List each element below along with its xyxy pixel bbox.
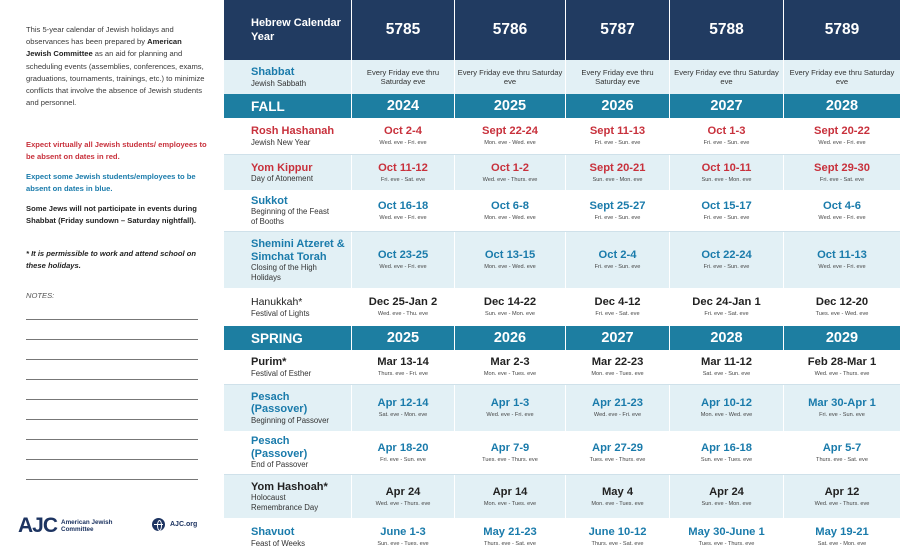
date-text: Mar 30-Apr 1 xyxy=(808,397,876,409)
date-text: Apr 18-20 xyxy=(377,441,429,454)
date-cell xyxy=(352,385,455,431)
date-cell xyxy=(352,350,455,384)
date-cell xyxy=(455,232,566,288)
date-text: Sept 20-22 xyxy=(814,125,870,137)
ajc-logo xyxy=(18,514,121,538)
day-range: Thurs. eve - Sat. eve xyxy=(591,541,644,547)
day-range: Thurs. eve - Sat. eve xyxy=(816,456,868,463)
date-text: Apr 12 xyxy=(824,485,860,498)
holiday-name: Purim* xyxy=(251,356,287,368)
holiday-calendar-table xyxy=(224,0,900,556)
day-range: Wed. eve - Fri. eve xyxy=(379,214,427,221)
holiday-name: Hanukkah* xyxy=(251,296,303,308)
date-cell xyxy=(670,190,784,231)
date-cell xyxy=(784,385,900,431)
holiday-label xyxy=(224,475,352,518)
date-cell xyxy=(455,155,566,190)
header-label: Hebrew Calendar Year xyxy=(224,0,352,60)
logo-mark: AJC xyxy=(18,514,58,537)
holiday-row-sukkot xyxy=(224,190,900,232)
logo-text: American Jewish Committee xyxy=(61,519,113,533)
date-cell xyxy=(784,60,900,94)
site-text: AJC.org xyxy=(170,521,198,528)
holiday-row-shemini-atzeret xyxy=(224,232,900,288)
date-text: Apr 24 xyxy=(385,485,421,498)
date-text: May 21-23 xyxy=(483,526,537,538)
date-cell xyxy=(784,518,900,556)
section-label: SPRING xyxy=(224,326,352,350)
date-cell xyxy=(455,431,566,474)
red-note: Expect virtually all Jewish students/ employees to be absent on dates in red. xyxy=(26,140,207,162)
section-year: 2027 xyxy=(566,326,670,350)
day-range: Fri. eve - Sun. eve xyxy=(703,140,750,146)
date-cell xyxy=(455,118,566,154)
day-range: Sun. eve - Mon. eve xyxy=(701,176,752,183)
day-range: Sat. eve - Mon. eve xyxy=(817,541,867,547)
holiday-row-rosh-hashanah xyxy=(224,118,900,155)
date-cell xyxy=(455,475,566,518)
day-range: Fri. eve - Sun. eve xyxy=(594,140,641,146)
holiday-name: Shabbat xyxy=(251,66,295,78)
day-range: Wed. eve - Fri. eve xyxy=(818,214,866,221)
day-range: Wed. eve - Fri. eve xyxy=(379,140,427,146)
day-range: Fri. eve - Sun. eve xyxy=(594,264,641,270)
holiday-name: Rosh Hashanah xyxy=(251,125,335,137)
date-text: Oct 11-12 xyxy=(378,161,428,174)
date-cell xyxy=(566,155,670,190)
date-text: Sept 29-30 xyxy=(814,161,870,174)
day-range: Sat. eve - Sun. eve xyxy=(702,371,751,377)
date-text: Apr 12-14 xyxy=(377,397,429,409)
day-range: Wed. eve - Thurs. eve xyxy=(814,500,870,507)
day-range: Fri. eve - Sun. eve xyxy=(703,264,750,270)
holiday-label xyxy=(224,288,352,326)
date-cell xyxy=(352,232,455,288)
date-cell xyxy=(670,385,784,431)
holiday-name: Shavuot xyxy=(251,526,295,538)
holiday-row-shavuot xyxy=(224,518,900,556)
section-year: 2027 xyxy=(670,94,784,118)
date-text: Oct 22-24 xyxy=(701,249,752,261)
section-year: 2028 xyxy=(825,98,859,114)
day-range: Fri. eve - Sun. eve xyxy=(380,456,426,463)
intro-text-b: as an aid for planning and scheduling events (assemblies, conferences, exams, graduations, tournaments, trainings, etc.) to minimize conflicts that involve the absence of Jewish students and personnel. xyxy=(26,49,205,108)
date-cell xyxy=(352,190,455,231)
holiday-name: Pesach (Passover) xyxy=(251,390,308,416)
date-cell xyxy=(455,350,566,384)
date-text: Every Friday eve thru Saturday eve xyxy=(366,68,440,86)
date-text: Every Friday eve thru Saturday eve xyxy=(581,68,654,86)
globe-icon xyxy=(152,518,165,531)
date-cell xyxy=(670,232,784,288)
hebrew-year: 5789 xyxy=(824,21,860,38)
date-cell xyxy=(566,475,670,518)
date-text: Oct 1-2 xyxy=(491,161,529,174)
date-text: Oct 13-15 xyxy=(484,249,536,261)
holiday-sub: End of Passover xyxy=(251,460,309,470)
date-cell xyxy=(670,288,784,326)
holiday-sub: Holocaust Remembrance Day xyxy=(251,493,319,512)
day-range: Mon. eve - Tues. eve xyxy=(591,371,644,377)
date-text: May 4 xyxy=(601,485,634,498)
date-text: Sept 22-24 xyxy=(482,125,538,137)
date-cell xyxy=(455,60,566,94)
date-text: Oct 11-13 xyxy=(817,249,867,261)
date-cell xyxy=(455,288,566,326)
holiday-label xyxy=(224,60,352,94)
day-range: Mon. eve - Wed. eve xyxy=(484,264,536,270)
holiday-row-pesach-begin xyxy=(224,385,900,431)
date-cell xyxy=(784,232,900,288)
holiday-row-hanukkah xyxy=(224,288,900,326)
note-line xyxy=(26,339,198,340)
date-text: Oct 2-4 xyxy=(598,249,637,261)
day-range: Fri. eve - Sun. eve xyxy=(703,214,750,221)
date-text: Oct 10-11 xyxy=(701,161,752,174)
day-range: Wed. eve - Thurs. eve xyxy=(482,176,538,183)
section-year: 2025 xyxy=(455,94,566,118)
date-cell xyxy=(670,431,784,474)
day-range: Sun. eve - Mon. eve xyxy=(701,500,752,507)
day-range: Mon. eve - Tues. eve xyxy=(483,371,537,377)
day-range: Fri. eve - Sun. eve xyxy=(819,412,865,418)
holiday-label xyxy=(224,155,352,190)
day-range: Sun. eve - Mon. eve xyxy=(592,176,643,183)
date-text: Mar 11-12 xyxy=(701,356,752,368)
date-cell xyxy=(352,155,455,190)
day-range: Sun. eve - Mon. eve xyxy=(484,311,536,317)
day-range: Sat. eve - Mon. eve xyxy=(378,412,428,418)
holiday-label xyxy=(224,431,352,474)
holiday-name: Sukkot xyxy=(251,194,288,207)
holiday-label xyxy=(224,385,352,431)
day-range: Sun. eve - Tues. eve xyxy=(377,541,429,547)
date-cell xyxy=(352,475,455,518)
date-text: Apr 10-12 xyxy=(701,397,752,409)
shabbat-row xyxy=(224,60,900,94)
date-text: June 1-3 xyxy=(380,526,426,538)
date-cell xyxy=(566,288,670,326)
hebrew-year: 5787 xyxy=(566,0,670,60)
holiday-sub: Day of Atonement xyxy=(251,174,313,183)
date-cell xyxy=(455,518,566,556)
date-text: Apr 14 xyxy=(492,485,528,498)
date-text: Dec 24-Jan 1 xyxy=(692,296,761,308)
date-cell xyxy=(455,385,566,431)
date-text: Every Friday eve thru Saturday eve xyxy=(789,68,895,86)
date-cell xyxy=(566,118,670,154)
day-range: Wed. eve - Fri. eve xyxy=(818,264,866,270)
date-cell xyxy=(670,60,784,94)
date-cell xyxy=(352,518,455,556)
holiday-sub: Feast of Weeks xyxy=(251,538,306,548)
date-text: Every Friday eve thru Saturday eve xyxy=(457,68,563,86)
section-label: FALL xyxy=(224,94,352,118)
date-text: Apr 7-9 xyxy=(490,441,530,454)
holiday-row-yom-hashoah xyxy=(224,475,900,518)
day-range: Thurs. eve - Sat. eve xyxy=(484,541,536,547)
day-range: Thurs. eve - Fri. eve xyxy=(377,371,429,377)
date-text: Mar 13-14 xyxy=(377,356,429,368)
holiday-sub: Festival of Esther xyxy=(251,368,312,378)
date-text: Oct 1-3 xyxy=(707,125,746,137)
date-cell xyxy=(670,475,784,518)
date-text: Oct 2-4 xyxy=(384,125,422,137)
day-range: Fri. eve - Sat. eve xyxy=(704,311,749,317)
date-text: Oct 15-17 xyxy=(701,199,752,212)
day-range: Mon. eve - Wed. eve xyxy=(484,140,536,146)
date-cell xyxy=(566,60,670,94)
note-line xyxy=(26,399,198,400)
intro-org: American Jewish Committee xyxy=(26,37,182,59)
intro-text xyxy=(26,24,206,109)
note-line xyxy=(26,319,198,320)
date-text: Dec 12-20 xyxy=(815,296,869,308)
day-range: Fri. eve - Sat. eve xyxy=(595,311,640,317)
holiday-sub: Festival of Lights xyxy=(251,308,310,318)
holiday-name: Yom Hashoah* xyxy=(251,480,328,493)
header-row xyxy=(224,0,900,60)
day-range: Wed. eve - Thu. eve xyxy=(377,311,429,317)
date-text: Apr 24 xyxy=(709,485,744,498)
date-cell xyxy=(352,118,455,154)
holiday-label xyxy=(224,518,352,556)
date-text: Sept 25-27 xyxy=(589,199,646,212)
day-range: Tues. eve - Wed. eve xyxy=(815,311,869,317)
note-line xyxy=(26,379,198,380)
date-text: Dec 4-12 xyxy=(594,296,641,308)
holiday-label xyxy=(224,350,352,384)
date-cell xyxy=(352,288,455,326)
date-text: Feb 28-Mar 1 xyxy=(807,356,877,368)
day-range: Fri. eve - Sat. eve xyxy=(380,176,426,183)
section-year: 2029 xyxy=(825,330,859,346)
shabbat-note: Some Jews will not participate in events during Shabbat (Friday sundown – Saturday nightfall). xyxy=(26,204,197,226)
date-cell xyxy=(784,288,900,326)
day-range: Wed. eve - Fri. eve xyxy=(486,412,534,418)
date-text: Mar 2-3 xyxy=(490,356,530,368)
hebrew-year: 5785 xyxy=(352,0,455,60)
date-cell xyxy=(784,350,900,384)
date-cell xyxy=(352,60,455,94)
holiday-label xyxy=(224,190,352,231)
date-text: Oct 16-18 xyxy=(377,199,429,212)
day-range: Wed. eve - Thurs. eve xyxy=(814,371,870,377)
date-text: Dec 14-22 xyxy=(483,296,537,308)
date-cell xyxy=(784,155,900,190)
intro-text-a: This 5-year calendar of Jewish holidays and observances has been prepared by xyxy=(26,25,174,47)
holiday-row-pesach-end xyxy=(224,431,900,475)
day-range: Tues. eve - Thurs. eve xyxy=(698,541,755,547)
day-range: Mon. eve - Wed. eve xyxy=(700,412,753,418)
day-range: Wed. eve - Fri. eve xyxy=(818,140,866,146)
holiday-name: Shemini Atzeret & Simchat Torah xyxy=(251,238,345,263)
note-line xyxy=(26,439,198,440)
date-text: Oct 6-8 xyxy=(491,199,529,212)
holiday-sub: Beginning of Passover xyxy=(251,415,330,425)
date-cell xyxy=(784,190,900,231)
section-year: 2024 xyxy=(352,94,455,118)
date-cell xyxy=(784,118,900,154)
date-text: Apr 21-23 xyxy=(592,397,643,409)
fall-section-header xyxy=(224,94,900,118)
holiday-label xyxy=(224,118,352,154)
holiday-sub: Jewish Sabbath xyxy=(251,78,307,88)
date-text: May 19-21 xyxy=(815,526,869,538)
date-text: June 10-12 xyxy=(588,526,647,538)
date-cell xyxy=(566,350,670,384)
hebrew-year: 5788 xyxy=(670,0,784,60)
day-range: Mon. eve - Tues. eve xyxy=(483,500,537,507)
note-line xyxy=(26,419,198,420)
section-year: 2026 xyxy=(455,326,566,350)
day-range: Mon. eve - Wed. eve xyxy=(484,214,536,221)
date-text: Apr 5-7 xyxy=(822,441,862,454)
date-cell xyxy=(566,518,670,556)
holiday-label xyxy=(224,232,352,288)
date-text: May 30-June 1 xyxy=(688,526,765,538)
date-text: Sept 11-13 xyxy=(589,125,646,137)
date-text: Oct 23-25 xyxy=(377,249,429,261)
holiday-sub: Jewish New Year xyxy=(251,137,311,147)
asterisk-note: * It is permissible to work and attend school on these holidays. xyxy=(26,249,197,271)
date-text: Dec 25-Jan 2 xyxy=(368,296,438,308)
day-range: Wed. eve - Fri. eve xyxy=(379,264,427,270)
date-cell xyxy=(784,431,900,474)
day-range: Mon. eve - Tues. eve xyxy=(591,500,644,507)
notes-label: NOTES: xyxy=(26,291,55,300)
day-range: Wed. eve - Fri. eve xyxy=(593,412,642,418)
date-text: Every Friday eve thru Saturday eve xyxy=(674,68,779,86)
site-link[interactable] xyxy=(152,518,197,531)
holiday-name: Pesach (Passover) xyxy=(251,435,308,460)
day-range: Tues. eve - Thurs. eve xyxy=(482,456,538,463)
section-year: 2025 xyxy=(352,326,455,350)
note-line xyxy=(26,359,198,360)
day-range: Sun. eve - Tues. eve xyxy=(700,456,753,463)
section-year: 2028 xyxy=(670,326,784,350)
day-range: Fri. eve - Sun. eve xyxy=(594,214,641,221)
date-cell xyxy=(566,385,670,431)
day-range: Wed. eve - Thurs. eve xyxy=(375,500,431,507)
note-line xyxy=(26,479,198,480)
date-cell xyxy=(566,431,670,474)
date-text: Sept 20-21 xyxy=(589,161,646,174)
holiday-row-yom-kippur xyxy=(224,155,900,190)
date-cell xyxy=(784,475,900,518)
spring-section-header xyxy=(224,326,900,350)
date-text: Mar 22-23 xyxy=(591,356,644,368)
date-cell xyxy=(670,155,784,190)
date-cell xyxy=(670,118,784,154)
day-range: Fri. eve - Sat. eve xyxy=(819,176,865,183)
date-cell xyxy=(455,190,566,231)
note-line xyxy=(26,459,198,460)
date-text: Apr 27-29 xyxy=(592,441,643,454)
holiday-name: Yom Kippur xyxy=(251,161,313,174)
date-cell xyxy=(352,431,455,474)
date-cell xyxy=(566,190,670,231)
holiday-row-purim xyxy=(224,350,900,385)
holiday-sub: Beginning of the Feast of Booths xyxy=(251,207,330,226)
day-range: Tues. eve - Thurs. eve xyxy=(589,456,646,463)
info-panel xyxy=(0,0,224,556)
hebrew-year: 5786 xyxy=(455,0,566,60)
date-text: Oct 4-6 xyxy=(823,199,861,212)
date-cell xyxy=(566,232,670,288)
section-year: 2026 xyxy=(566,94,670,118)
date-cell xyxy=(670,518,784,556)
blue-note: Expect some Jewish students/employees to be absent on dates in blue. xyxy=(26,172,196,194)
holiday-sub: Closing of the High Holidays xyxy=(251,263,317,282)
date-cell xyxy=(670,350,784,384)
date-text: Apr 1-3 xyxy=(490,397,530,409)
date-text: Apr 16-18 xyxy=(701,441,752,454)
